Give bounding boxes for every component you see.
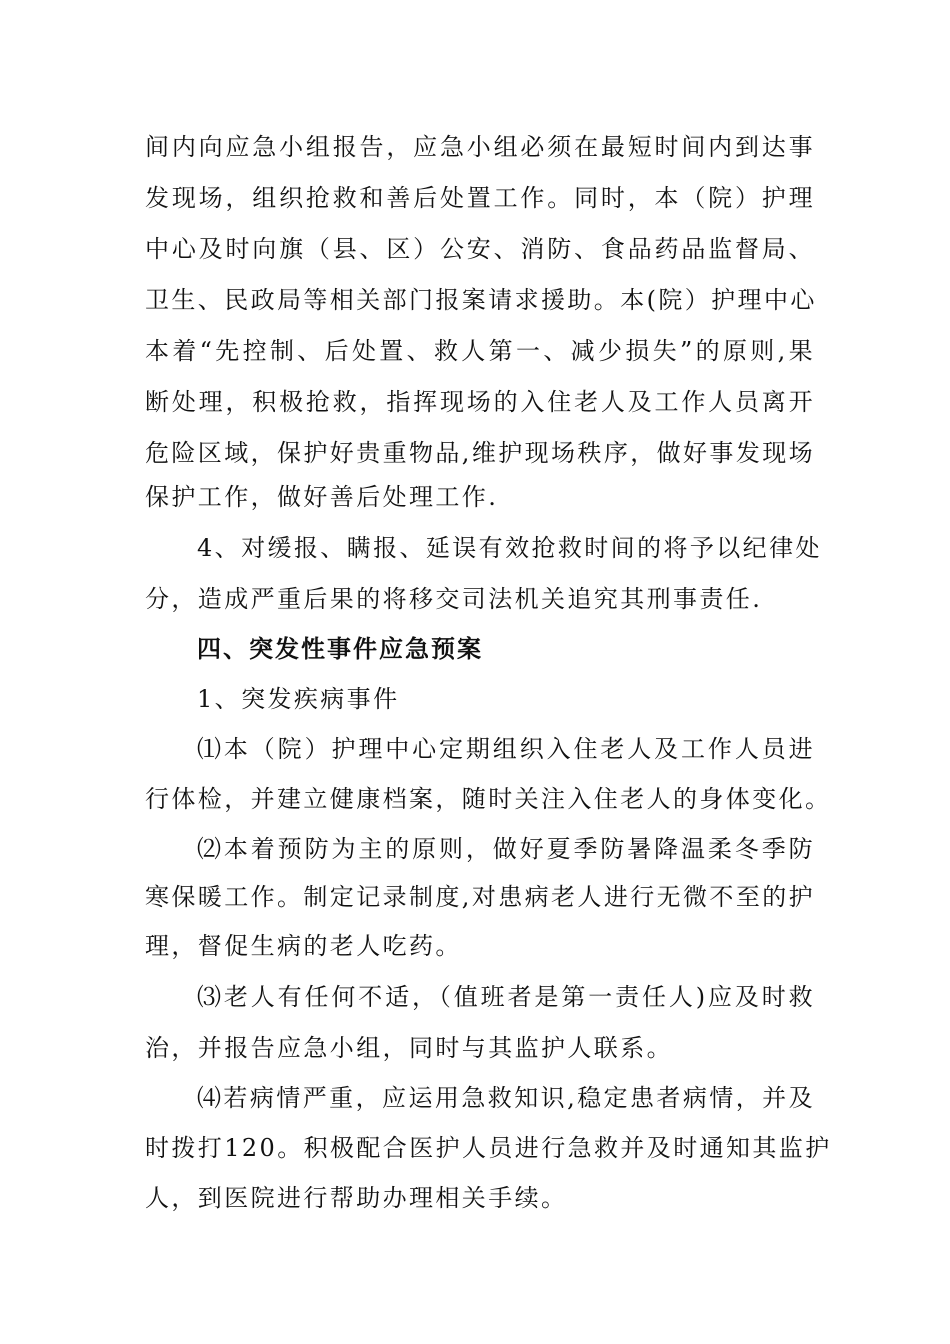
paragraph-line: ⑵本着预防为主的原则，做好夏季防暑降温柔冬季防 (197, 835, 815, 863)
paragraph-line: ⑶老人有任何不适，（值班者是第一责任人)应及时救 (197, 983, 815, 1011)
paragraph-line: 分，造成严重后果的将移交司法机关追究其刑事责任. (145, 585, 763, 613)
subsection-heading: 1、突发疾病事件 (197, 685, 400, 713)
paragraph-line: 时拨打120。积极配合医护人员进行急救并及时通知其监护 (145, 1134, 832, 1162)
paragraph-line: 断处理，积极抢救，指挥现场的入住老人及工作人员离开 (145, 388, 815, 416)
paragraph-line: 本着“先控制、后处置、救人第一、减少损失”的原则,果 (145, 337, 815, 365)
paragraph-line: 危险区域，保护好贵重物品,维护现场秩序，做好事发现场 (145, 439, 816, 467)
paragraph-line: 间内向应急小组报告，应急小组必须在最短时间内到达事 (145, 133, 815, 161)
paragraph-line: 4、对缓报、瞒报、延误有效抢救时间的将予以纪律处 (197, 534, 822, 562)
paragraph-line: 治，并报告应急小组，同时与其监护人联系。 (145, 1034, 673, 1062)
paragraph-line: 人，到医院进行帮助办理相关手续。 (145, 1184, 568, 1212)
paragraph-line: 卫生、民政局等相关部门报案请求援助。本(院）护理中心 (145, 286, 817, 314)
paragraph-line: 保护工作，做好善后处理工作. (145, 483, 499, 511)
paragraph-line: 发现场，组织抢救和善后处置工作。同时，本（院）护理 (145, 184, 815, 212)
section-heading: 四、突发性事件应急预案 (197, 635, 483, 663)
paragraph-line: 理，督促生病的老人吃药。 (145, 932, 462, 960)
paragraph-line: ⑴本（院）护理中心定期组织入住老人及工作人员进 (197, 735, 815, 763)
paragraph-line: ⑷若病情严重，应运用急救知识,稳定患者病情，并及 (197, 1084, 815, 1112)
paragraph-line: 中心及时向旗（县、区）公安、消防、食品药品监督局、 (145, 235, 815, 263)
paragraph-line: 行体检，并建立健康档案，随时关注入住老人的身体变化。 (145, 785, 832, 813)
paragraph-line: 寒保暖工作。制定记录制度,对患病老人进行无微不至的护 (145, 883, 816, 911)
